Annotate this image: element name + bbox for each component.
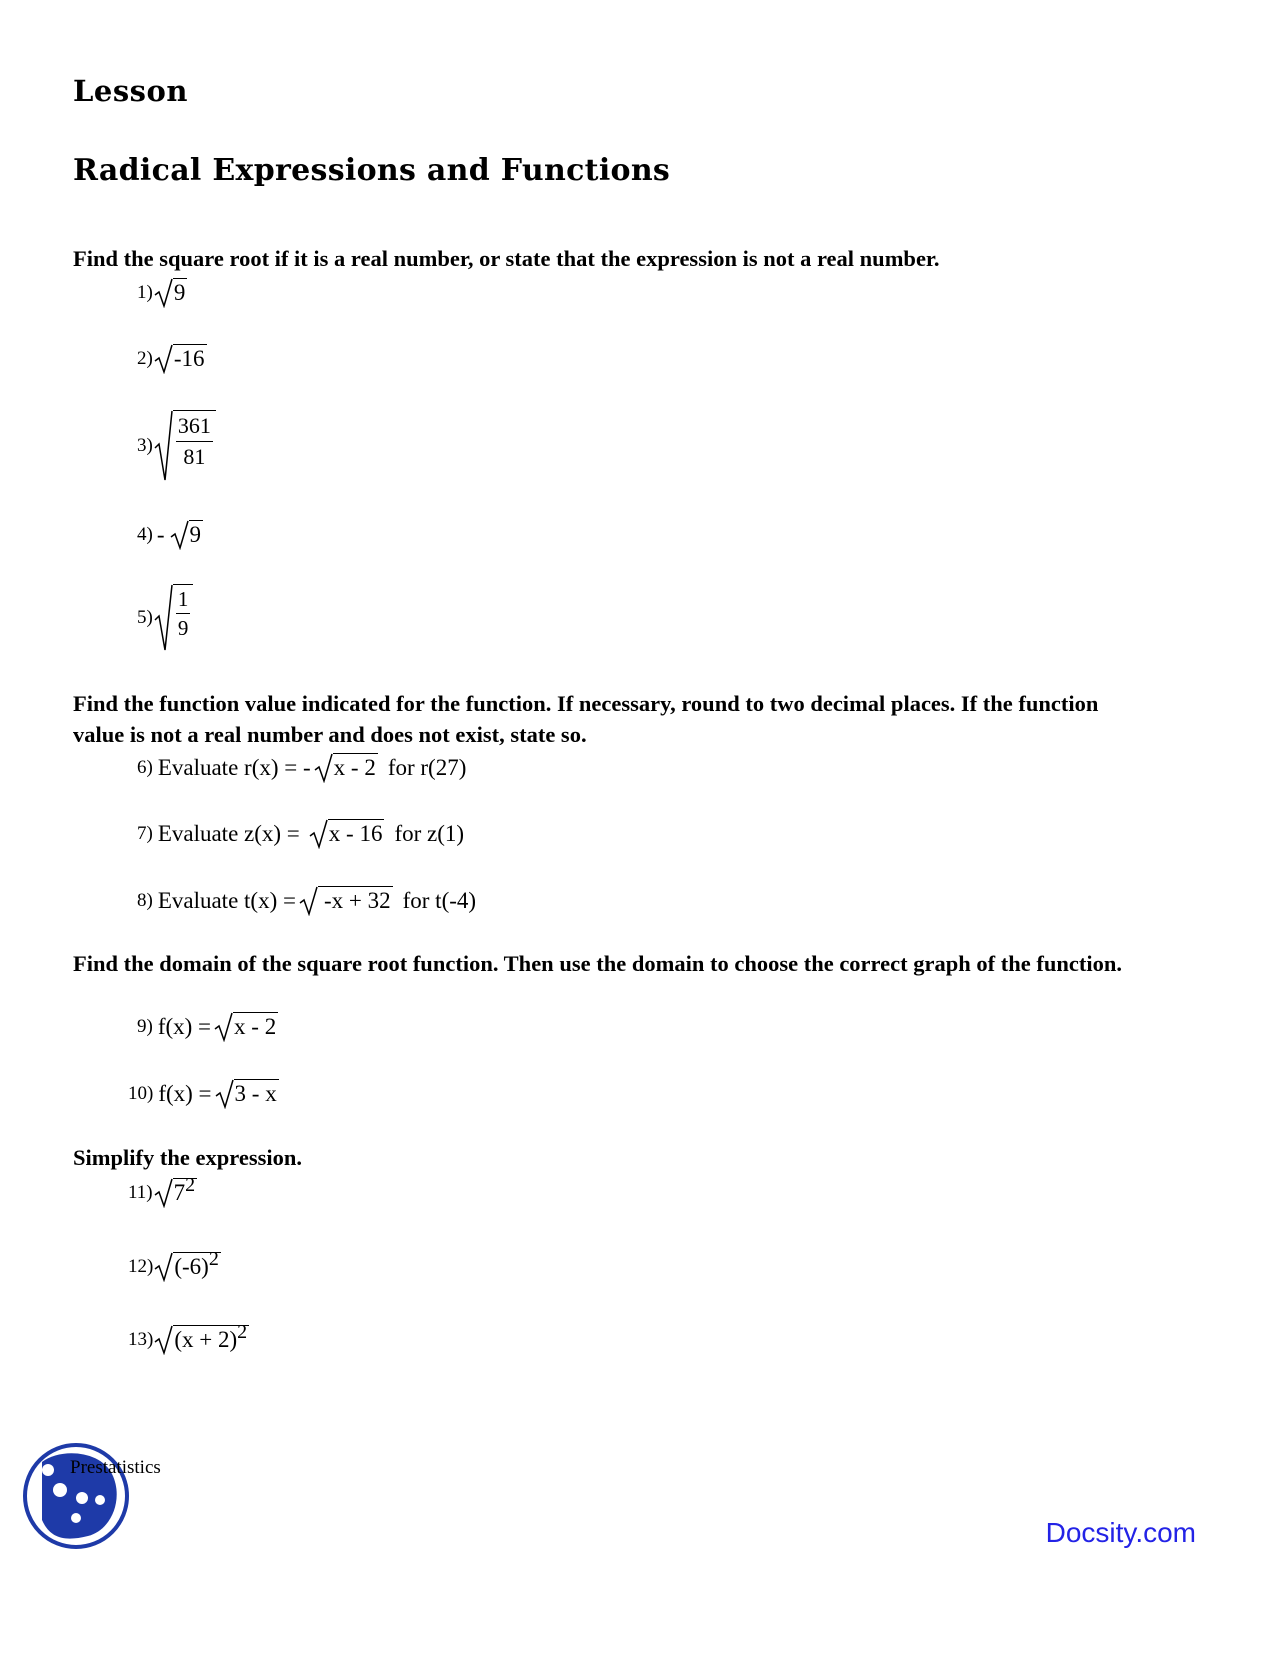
denominator: 81 bbox=[183, 444, 206, 469]
radical bbox=[213, 1012, 278, 1042]
problem-9 bbox=[137, 1012, 278, 1042]
fraction bbox=[173, 584, 194, 652]
radical bbox=[153, 584, 194, 652]
denominator: 9 bbox=[177, 616, 189, 640]
problem-number: 3) bbox=[137, 435, 153, 456]
section-2-instructions: Find the function value indicated for the function. If necessary, round to two decimal places. If the function value is not a real number and does not exist, state so. bbox=[73, 691, 1099, 747]
exponent: 2 bbox=[208, 1248, 219, 1270]
prefix: f(x) = bbox=[157, 1014, 212, 1039]
radical bbox=[153, 410, 216, 482]
radical bbox=[214, 1079, 279, 1109]
prefix: Evaluate t(x) = bbox=[157, 888, 296, 913]
problem-number: 9) bbox=[137, 1016, 153, 1037]
problem-8 bbox=[137, 886, 476, 916]
problem-2 bbox=[137, 344, 207, 374]
problem-number: 13) bbox=[128, 1329, 154, 1350]
prefix: Evaluate r(x) = - bbox=[157, 755, 311, 780]
prefix: - bbox=[156, 522, 165, 547]
radical bbox=[298, 886, 393, 916]
problem-number: 5) bbox=[137, 607, 153, 628]
base: (-6) bbox=[174, 1254, 209, 1279]
docsity-link[interactable]: Docsity.com bbox=[1045, 1517, 1196, 1548]
radical bbox=[153, 1321, 249, 1355]
problem-4 bbox=[137, 520, 203, 550]
prefix: Evaluate z(x) = bbox=[157, 821, 300, 846]
numerator: 1 bbox=[176, 585, 191, 614]
radical bbox=[153, 344, 207, 374]
radicand bbox=[173, 1321, 249, 1355]
radical bbox=[308, 819, 385, 849]
suffix: for r(27) bbox=[387, 755, 467, 780]
radical bbox=[153, 1174, 198, 1208]
numerator: 361 bbox=[176, 411, 213, 442]
problem-6 bbox=[137, 753, 466, 783]
problem-number: 4) bbox=[137, 524, 153, 545]
problem-3 bbox=[137, 410, 216, 482]
suffix: for t(-4) bbox=[402, 888, 477, 913]
page-title: Radical Expressions and Functions bbox=[73, 153, 671, 188]
problem-number: 1) bbox=[137, 282, 153, 303]
radical bbox=[313, 753, 378, 783]
radicand: 9 bbox=[189, 520, 204, 550]
problem-12 bbox=[128, 1248, 221, 1282]
section-3-instructions: Find the domain of the square root function. Then use the domain to choose the correct graph of the function. bbox=[73, 951, 1122, 976]
problem-13 bbox=[128, 1321, 249, 1355]
problem-number: 12) bbox=[128, 1256, 154, 1277]
section-4-instructions: Simplify the expression. bbox=[73, 1145, 302, 1170]
problem-number: 2) bbox=[137, 348, 153, 369]
radicand bbox=[173, 1248, 220, 1282]
radicand: -16 bbox=[173, 344, 207, 374]
radicand: x - 16 bbox=[328, 819, 385, 849]
section-1-instructions: Find the square root if it is a real number, or state that the expression is not a real number. bbox=[73, 246, 940, 271]
radical bbox=[153, 1248, 220, 1282]
radicand: 3 - x bbox=[234, 1079, 279, 1109]
problem-7 bbox=[137, 819, 464, 849]
fraction bbox=[173, 410, 216, 482]
problem-1 bbox=[137, 278, 187, 308]
radical bbox=[169, 520, 204, 550]
base: 7 bbox=[173, 1180, 186, 1205]
radicand: x - 2 bbox=[333, 753, 378, 783]
radicand: x - 2 bbox=[233, 1012, 278, 1042]
problem-11 bbox=[128, 1174, 197, 1208]
radicand: -x + 32 bbox=[318, 886, 393, 916]
exponent: 2 bbox=[237, 1321, 248, 1343]
radical bbox=[153, 278, 188, 308]
problem-number: 10) bbox=[128, 1083, 154, 1104]
lesson-label: Lesson bbox=[73, 74, 188, 108]
suffix: for z(1) bbox=[394, 821, 465, 846]
problem-number: 8) bbox=[137, 890, 153, 911]
footer-course: Prestatistics bbox=[70, 1457, 161, 1478]
radicand: 9 bbox=[173, 278, 188, 308]
problem-number: 11) bbox=[128, 1182, 153, 1203]
exponent: 2 bbox=[185, 1174, 196, 1196]
problem-number: 7) bbox=[137, 823, 153, 844]
prefix: f(x) = bbox=[158, 1081, 212, 1106]
problem-5 bbox=[137, 584, 193, 652]
radicand bbox=[173, 1174, 198, 1208]
problem-number: 6) bbox=[137, 757, 153, 778]
base: (x + 2) bbox=[174, 1327, 238, 1352]
problem-10 bbox=[128, 1079, 279, 1109]
